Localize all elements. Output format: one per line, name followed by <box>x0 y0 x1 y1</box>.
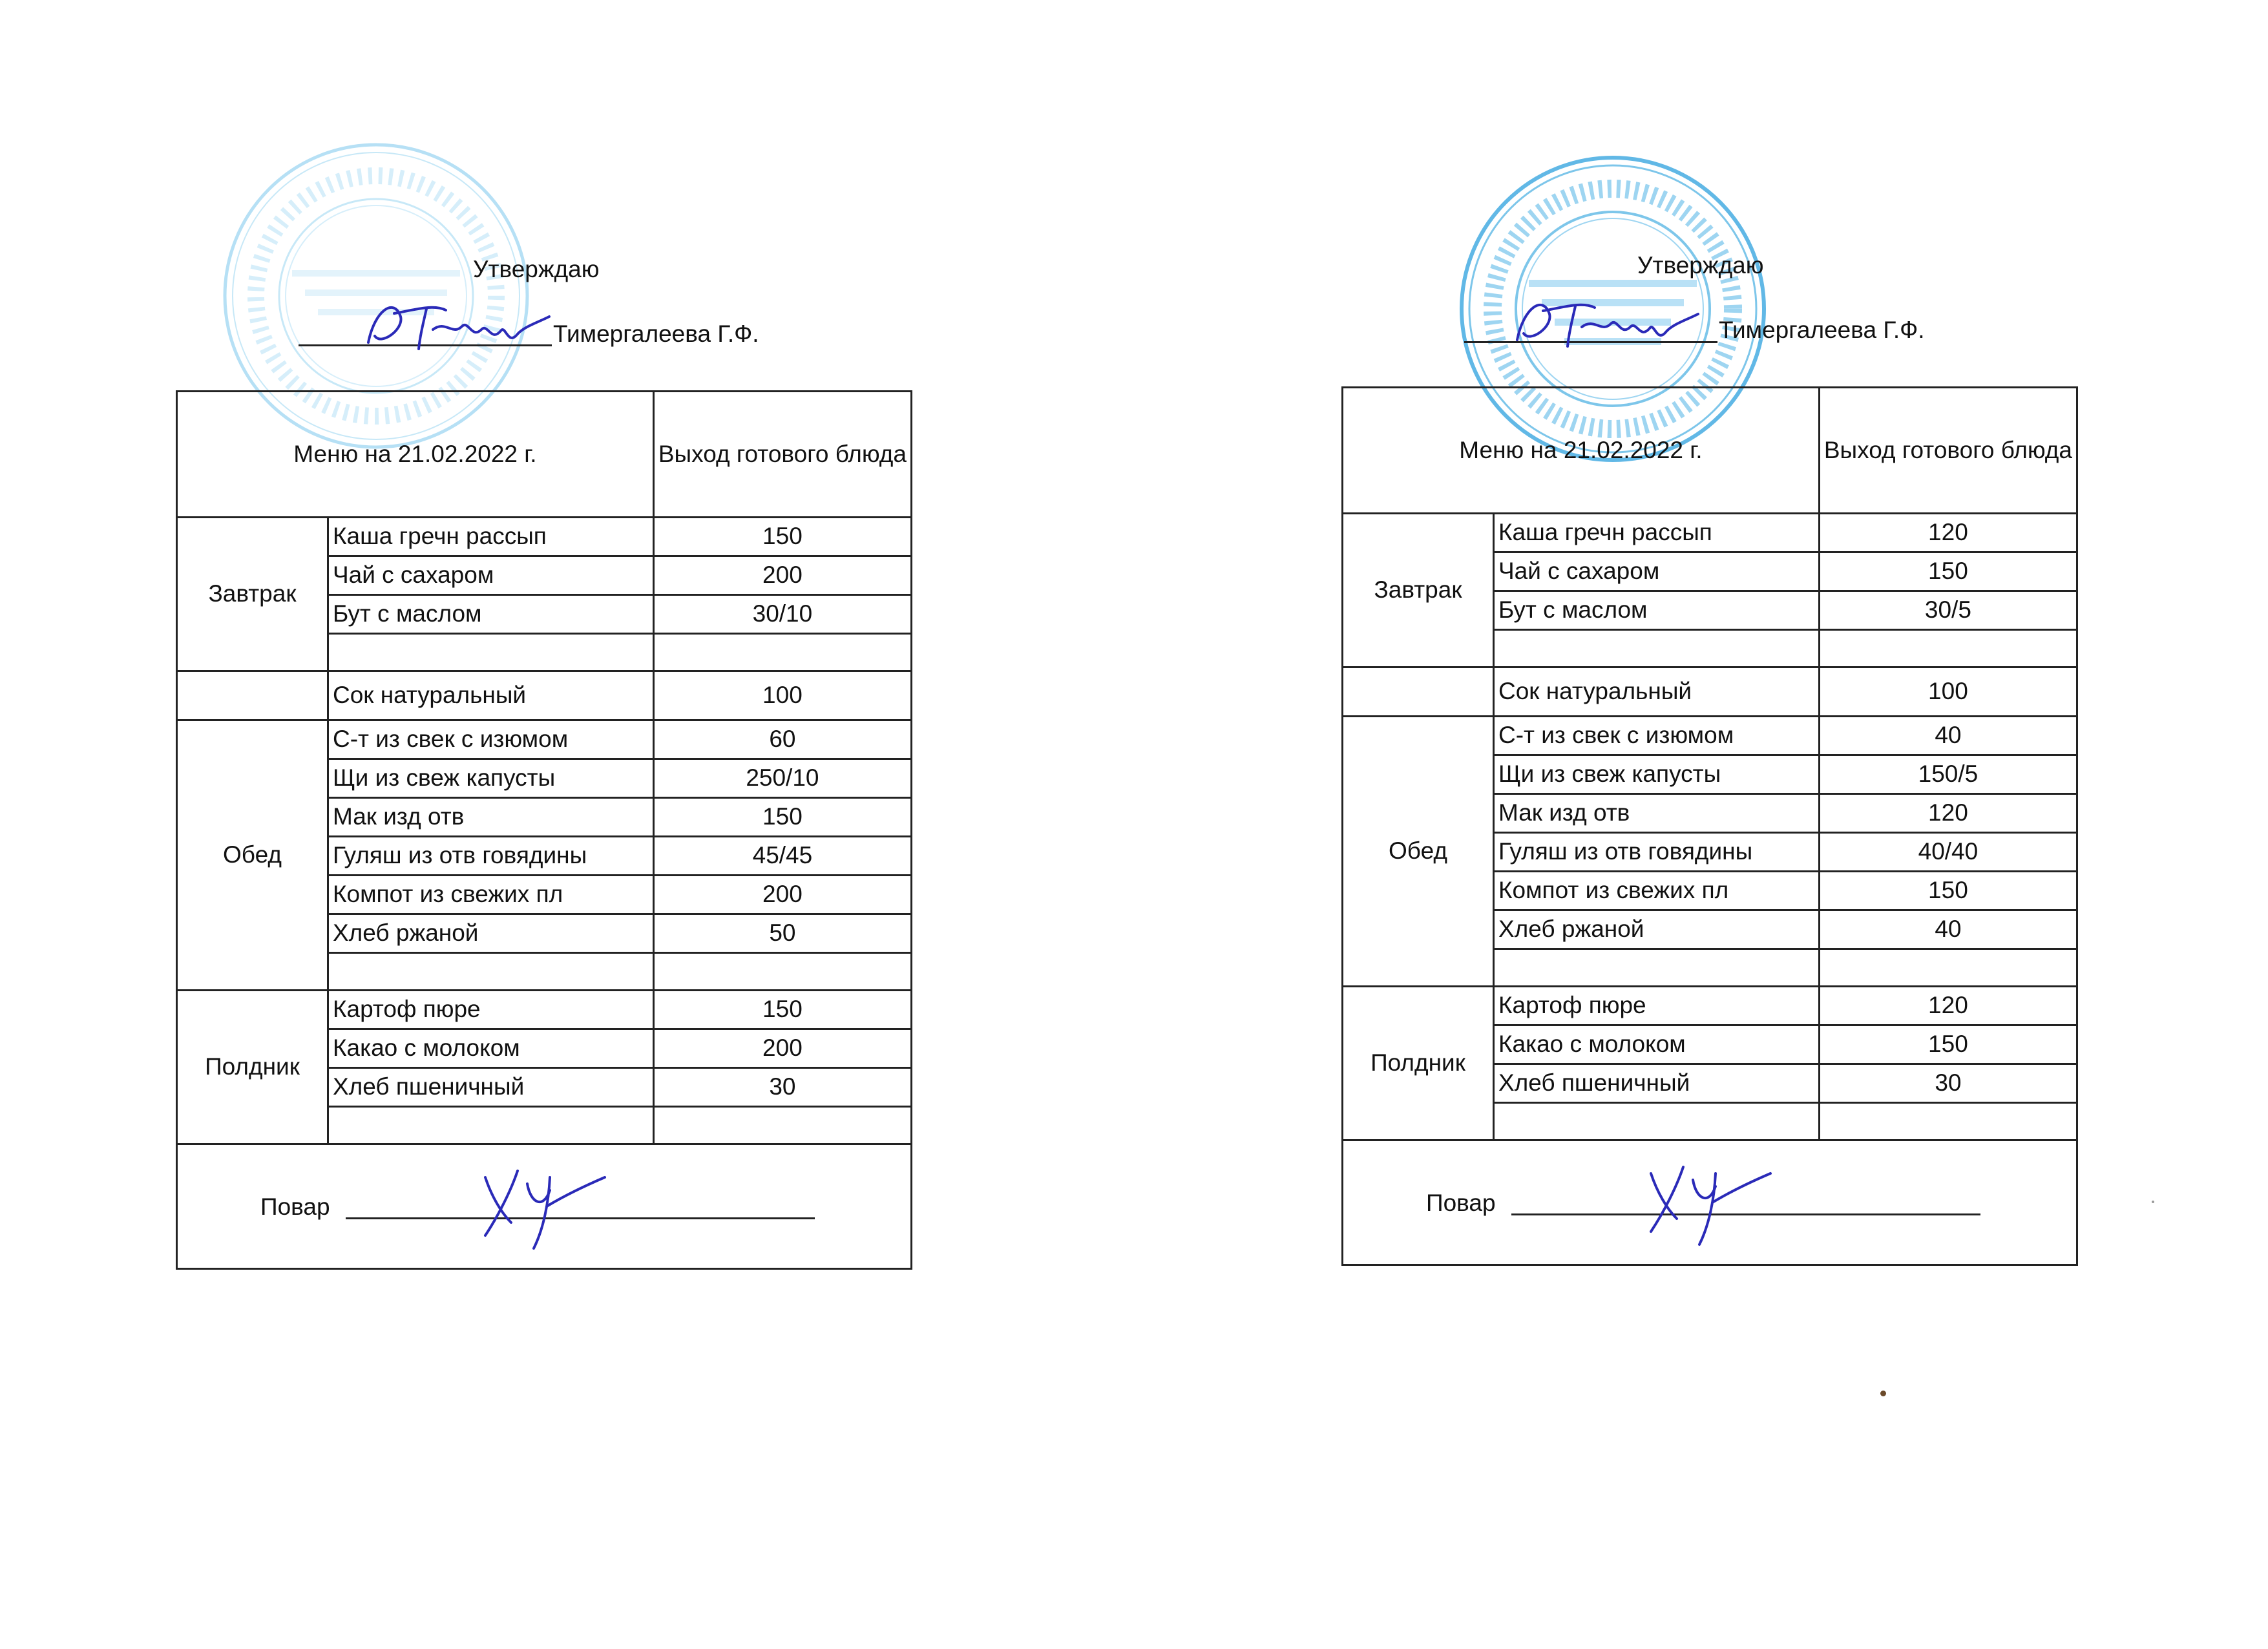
dish-output: 120 <box>1819 514 2077 552</box>
dish-output: 120 <box>1819 794 2077 833</box>
dish-output: 30/10 <box>653 595 911 634</box>
cook-row <box>177 1144 912 1269</box>
dish-output: 200 <box>653 1029 911 1068</box>
output-column-header: Выход готового блюда <box>1819 388 2077 514</box>
approve-title: Утверждаю <box>1637 252 1764 278</box>
dish-output: 150 <box>1819 552 2077 591</box>
dish-name: Хлеб ржаной <box>328 914 653 953</box>
cook-label: Повар <box>1426 1190 1496 1216</box>
dish-name: Мак изд отв <box>328 798 653 837</box>
dish-name: Бут с маслом <box>1493 591 1819 630</box>
dish-name: Щи из свеж капусты <box>328 759 653 798</box>
dish-output: 200 <box>653 876 911 914</box>
director-signature-icon <box>1504 282 1711 366</box>
approver-name: Тимергалеева Г.Ф. <box>553 320 759 347</box>
meal-label: Полдник <box>177 991 328 1144</box>
table-row <box>1343 514 2077 552</box>
dish-name: Мак изд отв <box>1493 794 1819 833</box>
dish-output: 45/45 <box>653 837 911 876</box>
table-row <box>177 518 912 556</box>
menu-table <box>1341 386 2078 1266</box>
dish-output <box>653 634 911 671</box>
dish-output <box>653 953 911 991</box>
dish-name <box>1493 949 1819 987</box>
dish-output: 100 <box>1819 667 2077 717</box>
dish-name: Картоф пюре <box>1493 987 1819 1025</box>
dish-name: Бут с маслом <box>328 595 653 634</box>
dish-output: 50 <box>653 914 911 953</box>
dish-name: Гуляш из отв говядины <box>328 837 653 876</box>
dish-name: Хлеб пшеничный <box>328 1068 653 1107</box>
dish-name: Каша гречн рассып <box>1493 514 1819 552</box>
dish-name: Щи из свеж капусты <box>1493 755 1819 794</box>
dish-name <box>1493 1103 1819 1140</box>
dish-name: Какао с молоком <box>328 1029 653 1068</box>
approver-name: Тимергалеева Г.Ф. <box>1719 317 1925 343</box>
cook-cell <box>177 1144 912 1269</box>
table-header-row <box>177 392 912 518</box>
dish-name: Чай с сахаром <box>1493 552 1819 591</box>
dish-output: 250/10 <box>653 759 911 798</box>
dish-name: С-т из свек с изюмом <box>1493 717 1819 755</box>
table-row <box>177 671 912 720</box>
dish-name: Гуляш из отв говядины <box>1493 833 1819 872</box>
dish-name: Компот из свежих пл <box>1493 872 1819 910</box>
dish-name: Сок натуральный <box>1493 667 1819 717</box>
dish-name: Чай с сахаром <box>328 556 653 595</box>
dish-output: 150 <box>653 798 911 837</box>
table-row <box>177 991 912 1029</box>
dish-name: Картоф пюре <box>328 991 653 1029</box>
dish-output: 40/40 <box>1819 833 2077 872</box>
table-row <box>177 720 912 759</box>
dish-output: 150 <box>653 991 911 1029</box>
dish-output: 60 <box>653 720 911 759</box>
meal-label <box>1343 667 1494 717</box>
dish-output <box>1819 1103 2077 1140</box>
dish-name: Каша гречн рассып <box>328 518 653 556</box>
meal-label: Обед <box>177 720 328 991</box>
menu-table <box>176 390 912 1270</box>
dish-output: 40 <box>1819 910 2077 949</box>
dish-output: 150 <box>1819 872 2077 910</box>
dish-output: 120 <box>1819 987 2077 1025</box>
table-row <box>1343 667 2077 717</box>
director-signature-icon <box>355 284 562 368</box>
dish-output: 40 <box>1819 717 2077 755</box>
dish-name <box>328 634 653 671</box>
table-row <box>1343 987 2077 1025</box>
dish-output: 150 <box>1819 1025 2077 1064</box>
table-row <box>1343 717 2077 755</box>
meal-label: Завтрак <box>1343 514 1494 667</box>
dish-name: С-т из свек с изюмом <box>328 720 653 759</box>
dish-name: Хлеб ржаной <box>1493 910 1819 949</box>
dish-output: 200 <box>653 556 911 595</box>
approver-signature-line <box>299 344 552 346</box>
paper-speck <box>2152 1201 2154 1203</box>
menu-title: Меню на 21.02.2022 г. <box>177 392 654 518</box>
dish-output <box>653 1107 911 1144</box>
dish-output: 30 <box>1819 1064 2077 1103</box>
approve-title: Утверждаю <box>473 256 600 282</box>
meal-label: Обед <box>1343 717 1494 987</box>
approver-signature-line <box>1464 341 1717 343</box>
meal-label <box>177 671 328 720</box>
cook-row <box>1343 1140 2077 1265</box>
dish-name: Какао с молоком <box>1493 1025 1819 1064</box>
dish-output: 100 <box>653 671 911 720</box>
dish-name <box>328 953 653 991</box>
dish-output <box>1819 630 2077 667</box>
table-header-row <box>1343 388 2077 514</box>
paper-speck <box>1880 1391 1886 1396</box>
dish-output <box>1819 949 2077 987</box>
dish-name: Хлеб пшеничный <box>1493 1064 1819 1103</box>
dish-output: 150/5 <box>1819 755 2077 794</box>
dish-output: 30 <box>653 1068 911 1107</box>
cook-signature-icon <box>1632 1148 1780 1251</box>
dish-name: Компот из свежих пл <box>328 876 653 914</box>
meal-label: Полдник <box>1343 987 1494 1140</box>
dish-name <box>1493 630 1819 667</box>
menu-title: Меню на 21.02.2022 г. <box>1343 388 1820 514</box>
cook-label: Повар <box>260 1193 330 1220</box>
dish-name <box>328 1107 653 1144</box>
dish-output: 30/5 <box>1819 591 2077 630</box>
cook-signature-icon <box>466 1151 614 1255</box>
meal-label: Завтрак <box>177 518 328 671</box>
dish-output: 150 <box>653 518 911 556</box>
dish-name: Сок натуральный <box>328 671 653 720</box>
output-column-header: Выход готового блюда <box>653 392 911 518</box>
cook-cell <box>1343 1140 2077 1265</box>
